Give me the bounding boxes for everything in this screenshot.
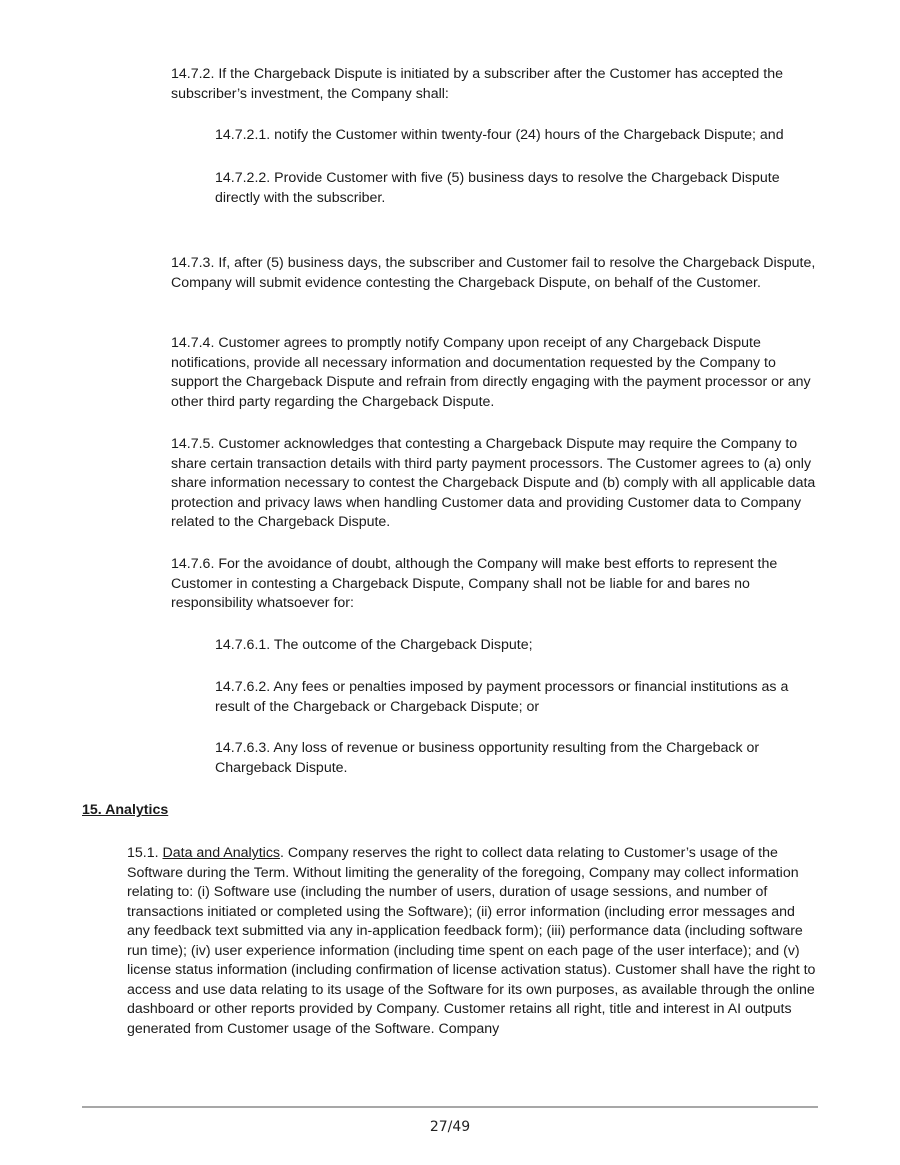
section-heading-analytics: 15. Analytics — [82, 802, 169, 818]
clause-14-7-3: 14.7.3. If, after (5) business days, the subscriber and Customer fail to resolve the Chargeback Dispute, Company will submit evidence contesting the Chargeback Dispute, on behalf of the Customer. — [171, 255, 816, 291]
clause-15-1-title: Data and Analytics — [162, 845, 281, 861]
clause-14-7-6-1: 14.7.6.1. The outcome of the Chargeback Dispute; — [215, 637, 533, 653]
clause-14-7-6-2: 14.7.6.2. Any fees or penalties imposed by payment processors or financial institutions as a result of the Chargeback or Chargeback Dispute; or — [215, 679, 789, 715]
clause-14-7-2-1: 14.7.2.1. notify the Customer within twenty-four (24) hours of the Chargeback Dispute; and — [215, 127, 784, 143]
clause-14-7-2: 14.7.2. If the Chargeback Dispute is initiated by a subscriber after the Customer has accepted the subscriber’s investment, the Company shall: — [171, 66, 783, 102]
footer-divider — [82, 1106, 818, 1108]
clause-15-1 — [127, 844, 817, 1039]
clause-14-7-2-2: 14.7.2.2. Provide Customer with five (5) business days to resolve the Chargeback Dispute directly with the subscriber. — [215, 170, 780, 206]
clause-14-7-6: 14.7.6. For the avoidance of doubt, although the Company will make best efforts to represent the Customer in contesting a Chargeback Dispute, Company shall not be liable for and bares no responsibility whatsoever for: — [171, 556, 778, 611]
clause-14-7-6-3: 14.7.6.3. Any loss of revenue or business opportunity resulting from the Chargeback or Chargeback Dispute. — [215, 740, 760, 776]
clause-15-1-body: . Company reserves the right to collect data relating to Customer’s usage of the Software during the Term. Without limiting the generality of the foregoing, Company may collect information relating to: (i) Software use (including the number of users, duration of usage sessions, and number of transactions initiated or completed using the Software); (ii) error information (including error messages and any feedback text submitted via any in-application feedback form); (iii) performance data (including software run time); (iv) user experience information (including time spent on each page of the user interface); and (v) license status information (including confirmation of license activation status). Customer shall have the right to access and use data relating to its usage of the Software for its own purposes, as available through the online dashboard or other reports provided by Company. Customer retains all right, title and interest in AI outputs generated from Customer usage of the Software. Company — [127, 845, 816, 1037]
clause-14-7-5: 14.7.5. Customer acknowledges that contesting a Chargeback Dispute may require the Company to share certain transaction details with third party payment processors. The Customer agrees to (a) only share information necessary to contest the Chargeback Dispute and (b) comply with all applicable data protection and privacy laws when handling Customer data and providing Customer data to Company related to the Chargeback Dispute. — [171, 436, 816, 530]
clause-14-7-4: 14.7.4. Customer agrees to promptly notify Company upon receipt of any Chargeback Dispute notifications, provide all necessary information and documentation requested by the Company to support the Chargeback Dispute and refrain from directly engaging with the payment processor or any other third party regarding the Chargeback Dispute. — [171, 335, 811, 410]
clause-15-1-number: 15.1. — [127, 845, 163, 861]
page-number: 27/49 — [429, 1119, 471, 1135]
